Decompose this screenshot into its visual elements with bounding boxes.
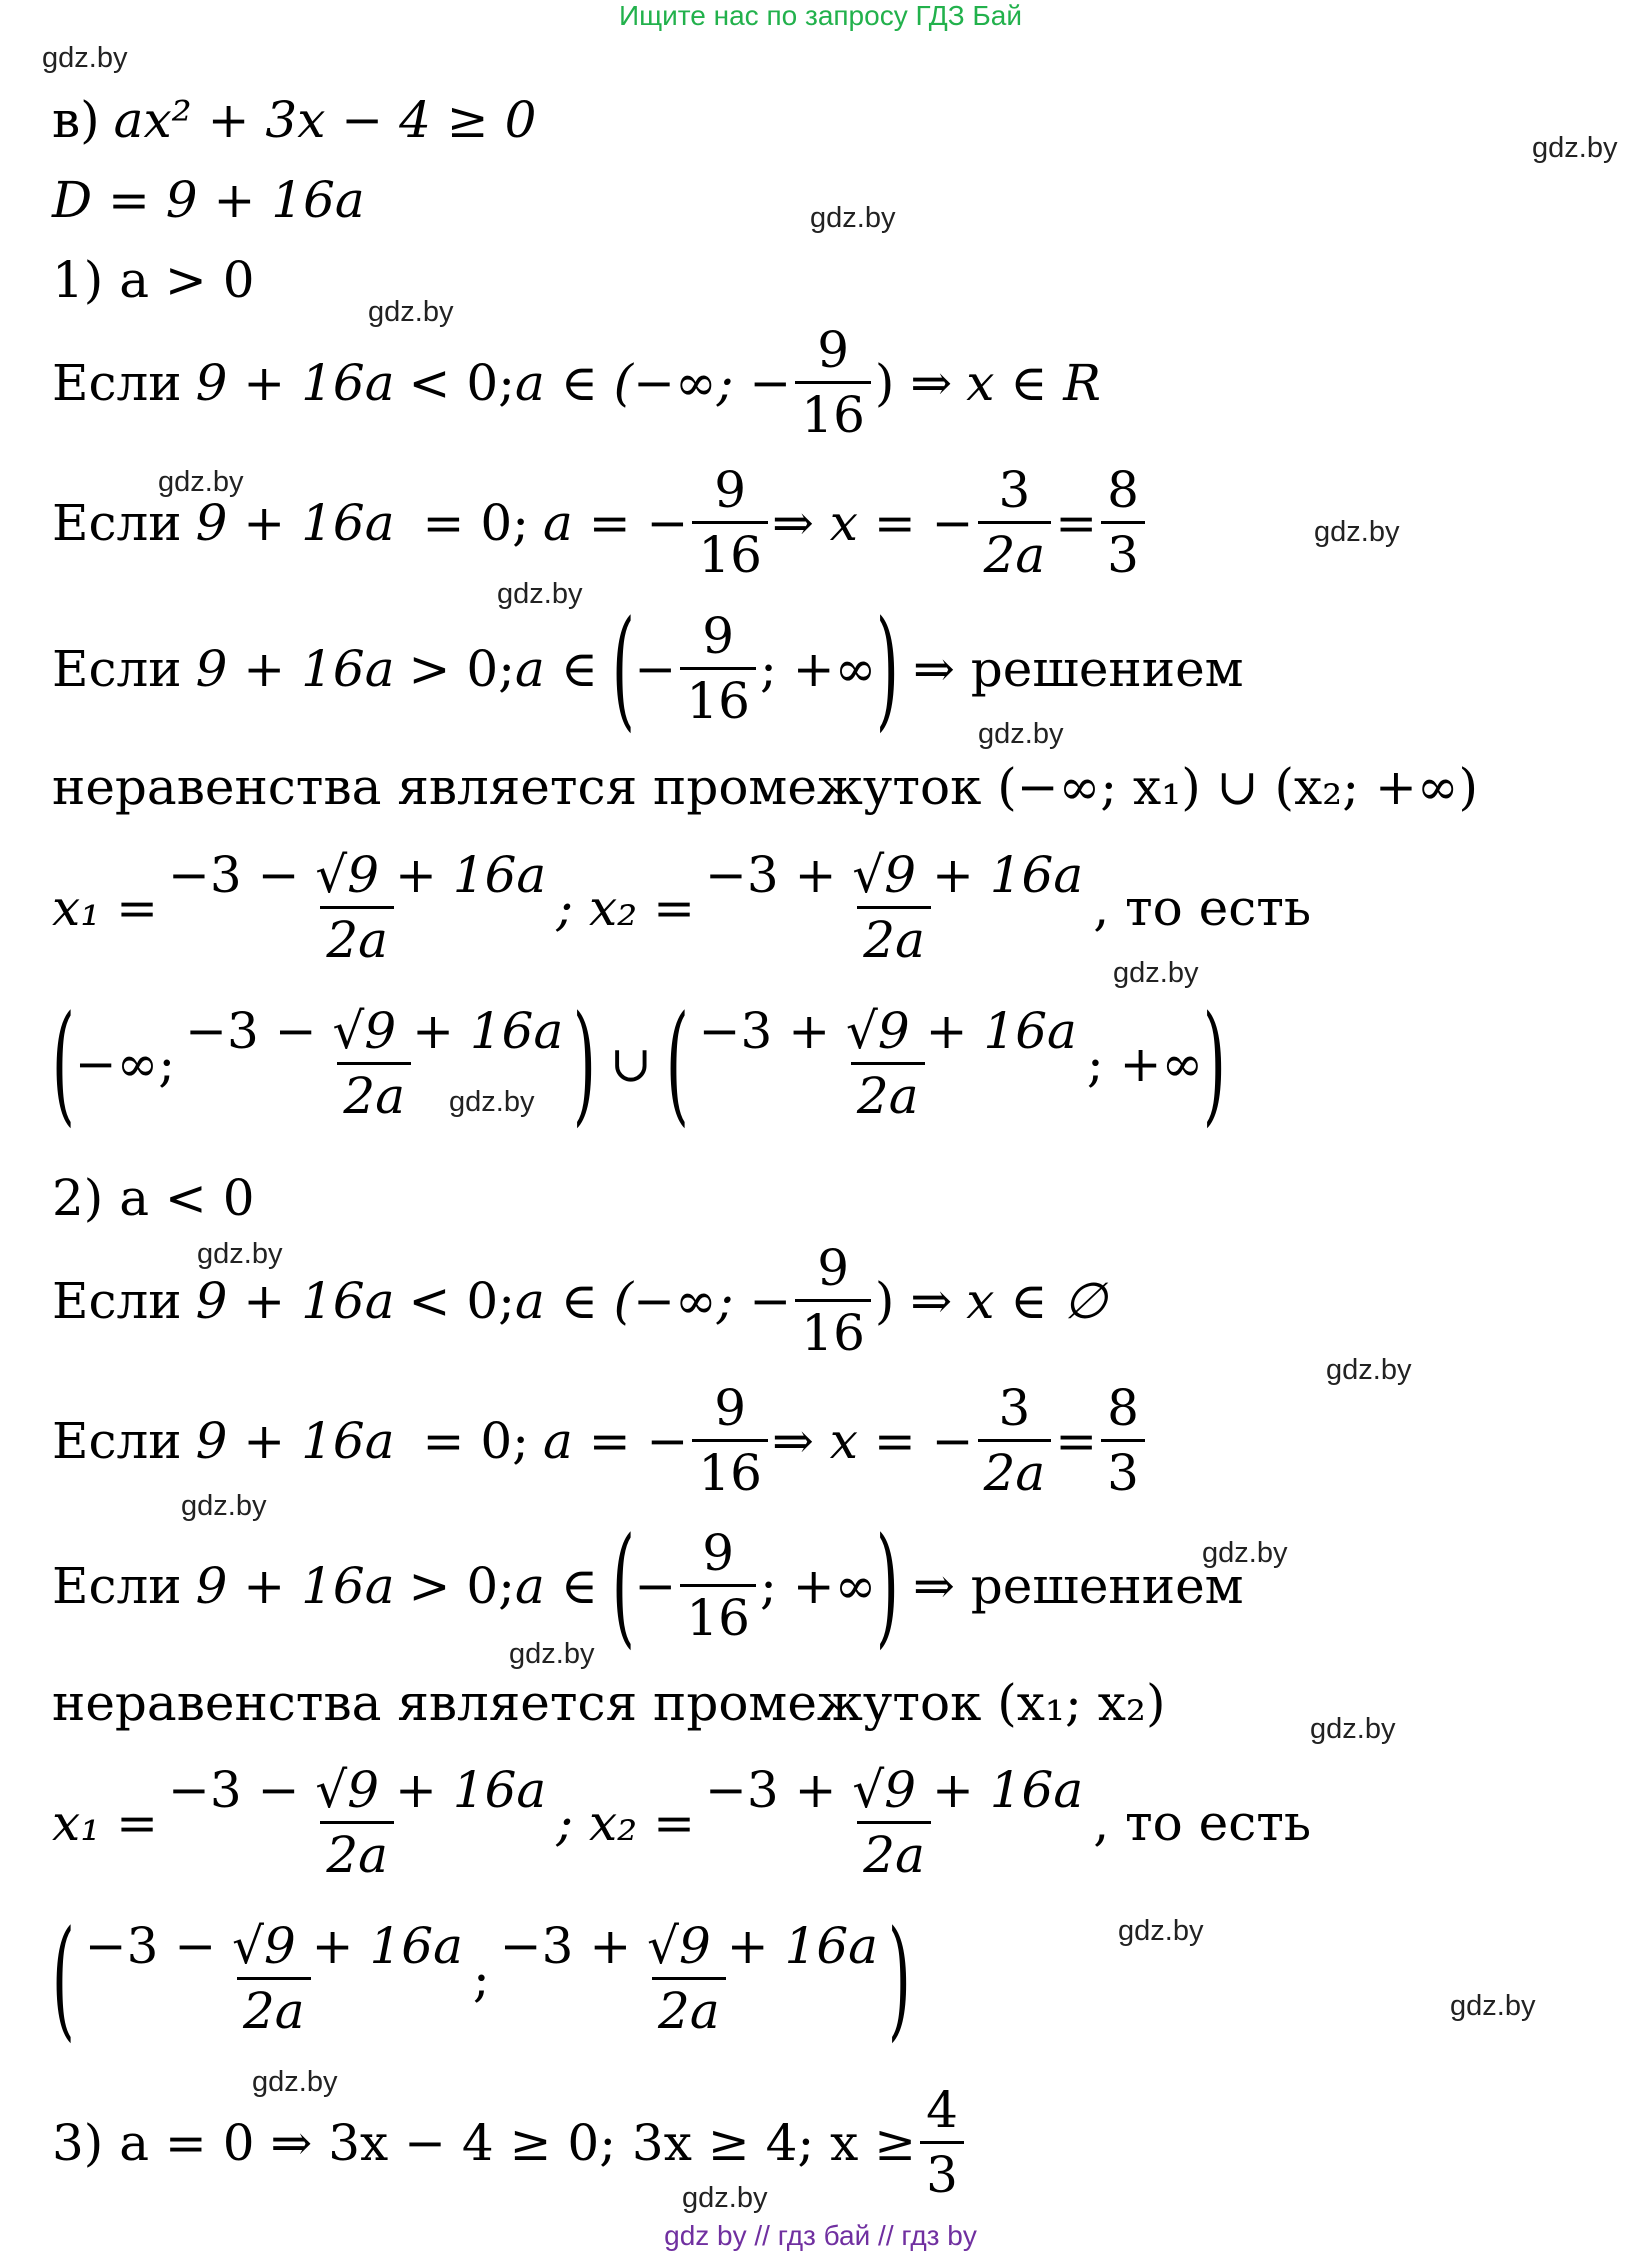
watermark: gdz.by [158,466,244,498]
watermark: gdz.by [1202,1537,1288,1569]
inequality-line [52,91,537,149]
condition: < 0; [408,353,515,412]
footer-banner: gdz by // гдз бай // гдз by [664,2220,977,2251]
watermark: gdz.by [978,718,1064,750]
fraction: $\frac{9}{16}$ [692,465,768,580]
watermark: gdz.by [252,2066,338,2098]
part-label: в) [52,91,100,149]
case2-d-zero: Если 9 + 16a = 0; a = − $\frac{9}{16}$ ⇒ x = − $\frac{3}{2a}$ = $\frac{8}{3}$ [52,1383,1149,1498]
fraction: $\frac{3}{2a}$ [978,465,1052,580]
watermark: gdz.by [181,1490,267,1522]
roots-line-1: x₁ = $\frac{-3 - √9 + 16a}{2a}$ ; x₂ = $\frac{-3 + √9 + 16a}{2a}$ , то есть [52,846,1312,969]
watermark: gdz.by [497,578,583,610]
case1-d-positive: Если 9 + 16a > 0; a ∈ ( − $\frac{9}{16}$ ; +∞ ) ⇒ решением [52,592,1244,744]
interval-text-1: неравенства является промежуток (−∞; x₁) ∪ (x₂; +∞) [52,758,1479,816]
watermark: gdz.by [1532,132,1618,164]
watermark: gdz.by [1326,1354,1412,1386]
expr: 9 + 16a [195,353,395,412]
case1-d-zero: Если 9 + 16a = 0; a = − $\frac{9}{16}$ ⇒ x = − $\frac{3}{2a}$ = $\frac{8}{3}$ [52,465,1149,580]
result: x ∈ R [966,353,1101,412]
discriminant: D = 9 + 16a [52,171,365,229]
if-word: Если [52,353,182,412]
implies: ) ⇒ [874,353,953,412]
case1-d-negative [52,321,1101,444]
watermark: gdz.by [1118,1915,1204,1947]
fraction: $\frac{9}{16}$ [680,611,756,726]
case1-label: 1) a > 0 [52,251,255,309]
watermark: gdz.by [810,202,896,234]
answer-1: ( −∞; $\frac{-3 - √9 + 16a}{2a}$ ) ∪ ( $\frac{-3 + √9 + 16a}{2a}$ ; +∞ ) [51,987,1226,1139]
case2-d-positive: Если 9 + 16a > 0; a ∈ ( − $\frac{9}{16}$ ; +∞ ) ⇒ решением [52,1509,1244,1661]
watermark: gdz.by [197,1238,283,1270]
watermark: gdz.by [509,1638,595,1670]
watermark: gdz.by [42,42,128,74]
watermark: gdz.by [449,1086,535,1118]
inequality: ax² + 3x − 4 ≥ 0 [113,91,537,149]
watermark: gdz.by [1314,516,1400,548]
watermark: gdz.by [1450,1990,1536,2022]
fraction: $\frac{9}{16}$ [795,325,871,440]
fraction: $\frac{4}{3}$ [920,2085,964,2200]
case3-text: 3) a = 0 ⇒ 3x − 4 ≥ 0; 3x ≥ 4; x ≥ [52,2113,917,2172]
watermark: gdz.by [682,2182,768,2214]
fraction: $\frac{8}{3}$ [1101,465,1145,580]
header-banner: Ищите нас по запросу ГДЗ Бай [618,0,1023,31]
interval-text-2: неравенства является промежуток (x₁; x₂) [52,1674,1166,1732]
solution-text: ⇒ решением [912,639,1244,698]
watermark: gdz.by [368,296,454,328]
watermark: gdz.by [1113,957,1199,989]
answer-2: ( $\frac{-3 - √9 + 16a}{2a}$ ; $\frac{-3 + √9 + 16a}{2a}$ ) [51,1902,911,2054]
watermark: gdz.by [1310,1713,1396,1745]
case2-d-negative: Если 9 + 16a < 0; a ∈ (−∞; − $\frac{9}{16}$ ) ⇒ x ∈ ∅ [52,1239,1107,1362]
roots-line-2: x₁ = $\frac{-3 - √9 + 16a}{2a}$ ; x₂ = $\frac{-3 + √9 + 16a}{2a}$ , то есть [52,1761,1312,1884]
case2-label: 2) a < 0 [52,1169,255,1227]
interval-start: a ∈ (−∞; − [514,353,792,412]
